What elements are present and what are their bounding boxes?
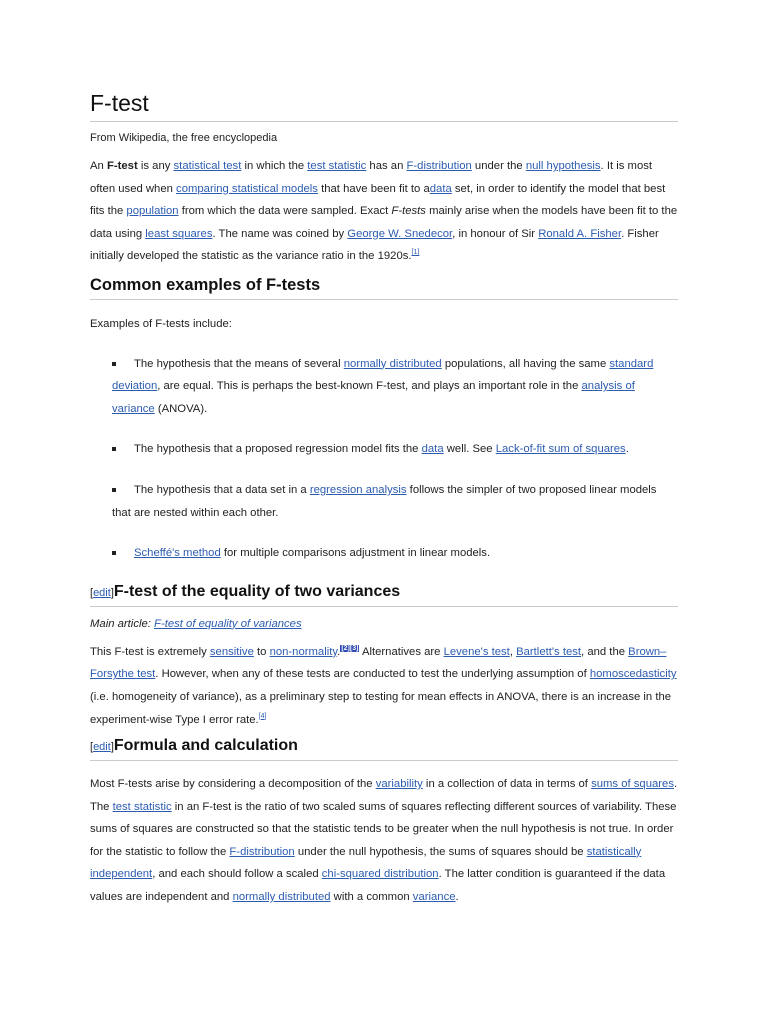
link-test-statistic[interactable]: test statistic bbox=[112, 800, 172, 813]
link-data[interactable]: data bbox=[429, 182, 452, 195]
section-heading-common-examples: Common examples of F-tests bbox=[90, 273, 678, 300]
intro-paragraph bbox=[90, 155, 678, 268]
link-sums-of-squares[interactable]: sums of squares bbox=[591, 778, 674, 791]
link-normally-distributed[interactable]: normally distributed bbox=[343, 357, 442, 370]
link-data[interactable]: data bbox=[421, 443, 444, 456]
text: populations, all having the same bbox=[441, 357, 610, 370]
link-analysis-of-variance[interactable]: analysis of variance bbox=[112, 380, 635, 415]
edit-link[interactable]: edit bbox=[93, 586, 111, 599]
text: set, in order to identify the model that best fits the bbox=[90, 182, 666, 218]
link-george-snedecor[interactable]: George W. Snedecor bbox=[347, 227, 453, 240]
bold-term: F-test bbox=[106, 160, 138, 172]
text: . The bbox=[90, 778, 678, 813]
reference-link[interactable]: [4] bbox=[258, 712, 267, 720]
text: . However, when any of these tests are conducted to test the underlying assumption of bbox=[155, 668, 590, 681]
link-ronald-fisher[interactable]: Ronald A. Fisher bbox=[538, 227, 622, 240]
text: in a collection of data in terms of bbox=[422, 778, 592, 791]
section-heading-equality bbox=[90, 581, 678, 607]
link-brown-forsythe-test[interactable]: Brown–Forsythe test bbox=[90, 645, 667, 681]
section-title: Formula and calculation bbox=[113, 737, 298, 755]
page-title: F-test bbox=[90, 88, 678, 122]
main-article-note bbox=[90, 616, 678, 632]
reference-2-3[interactable]: [2][3] bbox=[341, 644, 359, 652]
text: well. See bbox=[443, 443, 496, 456]
link-comparing-statistical-models[interactable]: comparing statistical models bbox=[176, 182, 318, 195]
reference-4[interactable] bbox=[259, 713, 267, 720]
equality-paragraph bbox=[90, 641, 678, 731]
list-item bbox=[90, 479, 678, 524]
link-levenes-test[interactable]: Levene's test bbox=[443, 645, 510, 658]
link-population[interactable]: population bbox=[126, 205, 179, 218]
link-variability[interactable]: variability bbox=[375, 778, 423, 791]
text: , and each should follow a scaled bbox=[152, 868, 322, 881]
text: . It is most often used when bbox=[90, 160, 653, 195]
text: under the null hypothesis, the sums of squares should be bbox=[294, 845, 587, 858]
text: (ANOVA). bbox=[154, 402, 208, 415]
link-homoscedasticity[interactable]: homoscedasticity bbox=[589, 668, 677, 681]
examples-list bbox=[90, 353, 678, 565]
text: under the bbox=[471, 160, 526, 172]
text: Most F-tests arise by considering a decomposition of the bbox=[90, 778, 376, 791]
reference-1[interactable] bbox=[412, 249, 420, 256]
text: to bbox=[253, 645, 270, 658]
text: , are equal. This is perhaps the best-known F-test, and plays an important role in the bbox=[157, 380, 582, 393]
text: , bbox=[509, 645, 517, 658]
link-lack-of-fit[interactable]: Lack-of-fit sum of squares bbox=[495, 443, 626, 456]
text: . bbox=[455, 891, 459, 904]
link-bartletts-test[interactable]: Bartlett's test bbox=[516, 645, 582, 658]
examples-lead: Examples of F-tests include: bbox=[90, 317, 232, 330]
text: (i.e. homogeneity of variance), as a preliminary step to testing for mean effects in ANOVA, there is an increase in the experiment-wise Type I error rate. bbox=[90, 690, 672, 726]
text: follows the simpler of two proposed linear models that are nested within each other. bbox=[112, 483, 657, 519]
link-variance[interactable]: variance bbox=[412, 891, 456, 904]
text: . bbox=[337, 645, 341, 658]
link-chi-squared-distribution[interactable]: chi-squared distribution bbox=[321, 868, 439, 881]
link-regression-analysis[interactable]: regression analysis bbox=[309, 483, 407, 496]
section-title: F-test of the equality of two variances bbox=[113, 582, 401, 600]
link-f-distribution[interactable]: F-distribution bbox=[229, 845, 295, 858]
bullet-icon bbox=[112, 362, 116, 366]
link-sensitive[interactable]: sensitive bbox=[209, 645, 254, 658]
text: [ bbox=[90, 741, 94, 754]
text: is any bbox=[137, 160, 174, 172]
bullet-icon bbox=[112, 488, 116, 492]
text: . The latter condition is guaranteed if the data values are independent and bbox=[90, 868, 666, 904]
link-test-statistic[interactable]: test statistic bbox=[307, 160, 367, 172]
link-f-distribution[interactable]: F-distribution bbox=[406, 160, 472, 172]
text: The hypothesis that a data set in a bbox=[134, 483, 310, 496]
list-item bbox=[90, 438, 678, 461]
section-heading-formula bbox=[90, 735, 678, 761]
link-scheffe-method[interactable]: Scheffé's method bbox=[134, 547, 221, 560]
text: in which the bbox=[241, 160, 308, 172]
article-content bbox=[90, 88, 678, 909]
formula-paragraph bbox=[90, 773, 678, 909]
bullet-icon bbox=[112, 447, 116, 451]
text: The hypothesis that a proposed regression model fits the bbox=[134, 443, 422, 456]
link-null-hypothesis[interactable]: null hypothesis bbox=[525, 160, 601, 172]
text: , in honour of Sir bbox=[452, 227, 539, 240]
link-normally-distributed[interactable]: normally distributed bbox=[232, 891, 331, 904]
text: Main article: bbox=[90, 617, 155, 630]
link-standard-deviation[interactable]: standard deviation bbox=[112, 357, 654, 393]
text: ] bbox=[110, 586, 114, 599]
text: from which the data were sampled. Exact bbox=[178, 205, 392, 218]
text: . Fisher initially developed the statistic as the variance ratio in the 1920s. bbox=[90, 227, 659, 263]
text: in an F-test is the ratio of two scaled sums of squares reflecting different sources of variability. These sums of squares are constructed so that the statistic tends to be greater when the null hypothesis is not true. In order for the statistic to follow the bbox=[90, 800, 677, 858]
text: The hypothesis that the means of several bbox=[134, 357, 344, 370]
text: . bbox=[625, 443, 629, 456]
text: with a common bbox=[330, 891, 413, 904]
edit-bracket bbox=[90, 741, 114, 753]
link-statistical-test[interactable]: statistical test bbox=[173, 160, 242, 172]
text: An bbox=[90, 160, 107, 172]
text: , and the bbox=[581, 645, 629, 658]
list-item bbox=[90, 542, 678, 565]
text: . The name was coined by bbox=[212, 227, 348, 240]
page-subtitle: From Wikipedia, the free encyclopedia bbox=[90, 132, 278, 144]
text: Alternatives are bbox=[359, 645, 444, 658]
italic-term: F-tests bbox=[391, 205, 426, 218]
link-statistically-independent[interactable]: statistically independent bbox=[90, 845, 642, 881]
bullet-icon bbox=[112, 551, 116, 555]
edit-link[interactable]: edit bbox=[93, 741, 111, 754]
text: that have been fit to a bbox=[317, 182, 430, 195]
text: This F-test is extremely bbox=[90, 645, 210, 658]
text: [ bbox=[90, 586, 94, 599]
text: ] bbox=[110, 741, 114, 754]
link-main-article[interactable]: F-test of equality of variances bbox=[154, 617, 302, 630]
text: has an bbox=[366, 160, 407, 172]
link-non-normality[interactable]: non-normality bbox=[269, 645, 338, 658]
edit-bracket bbox=[90, 587, 114, 599]
text: for multiple comparisons adjustment in linear models. bbox=[220, 547, 491, 560]
list-item bbox=[90, 353, 678, 421]
text: mainly arise when the models have been fit to the data using bbox=[90, 205, 678, 240]
link-least-squares[interactable]: least squares bbox=[145, 227, 213, 240]
reference-link[interactable]: [1] bbox=[411, 249, 420, 257]
